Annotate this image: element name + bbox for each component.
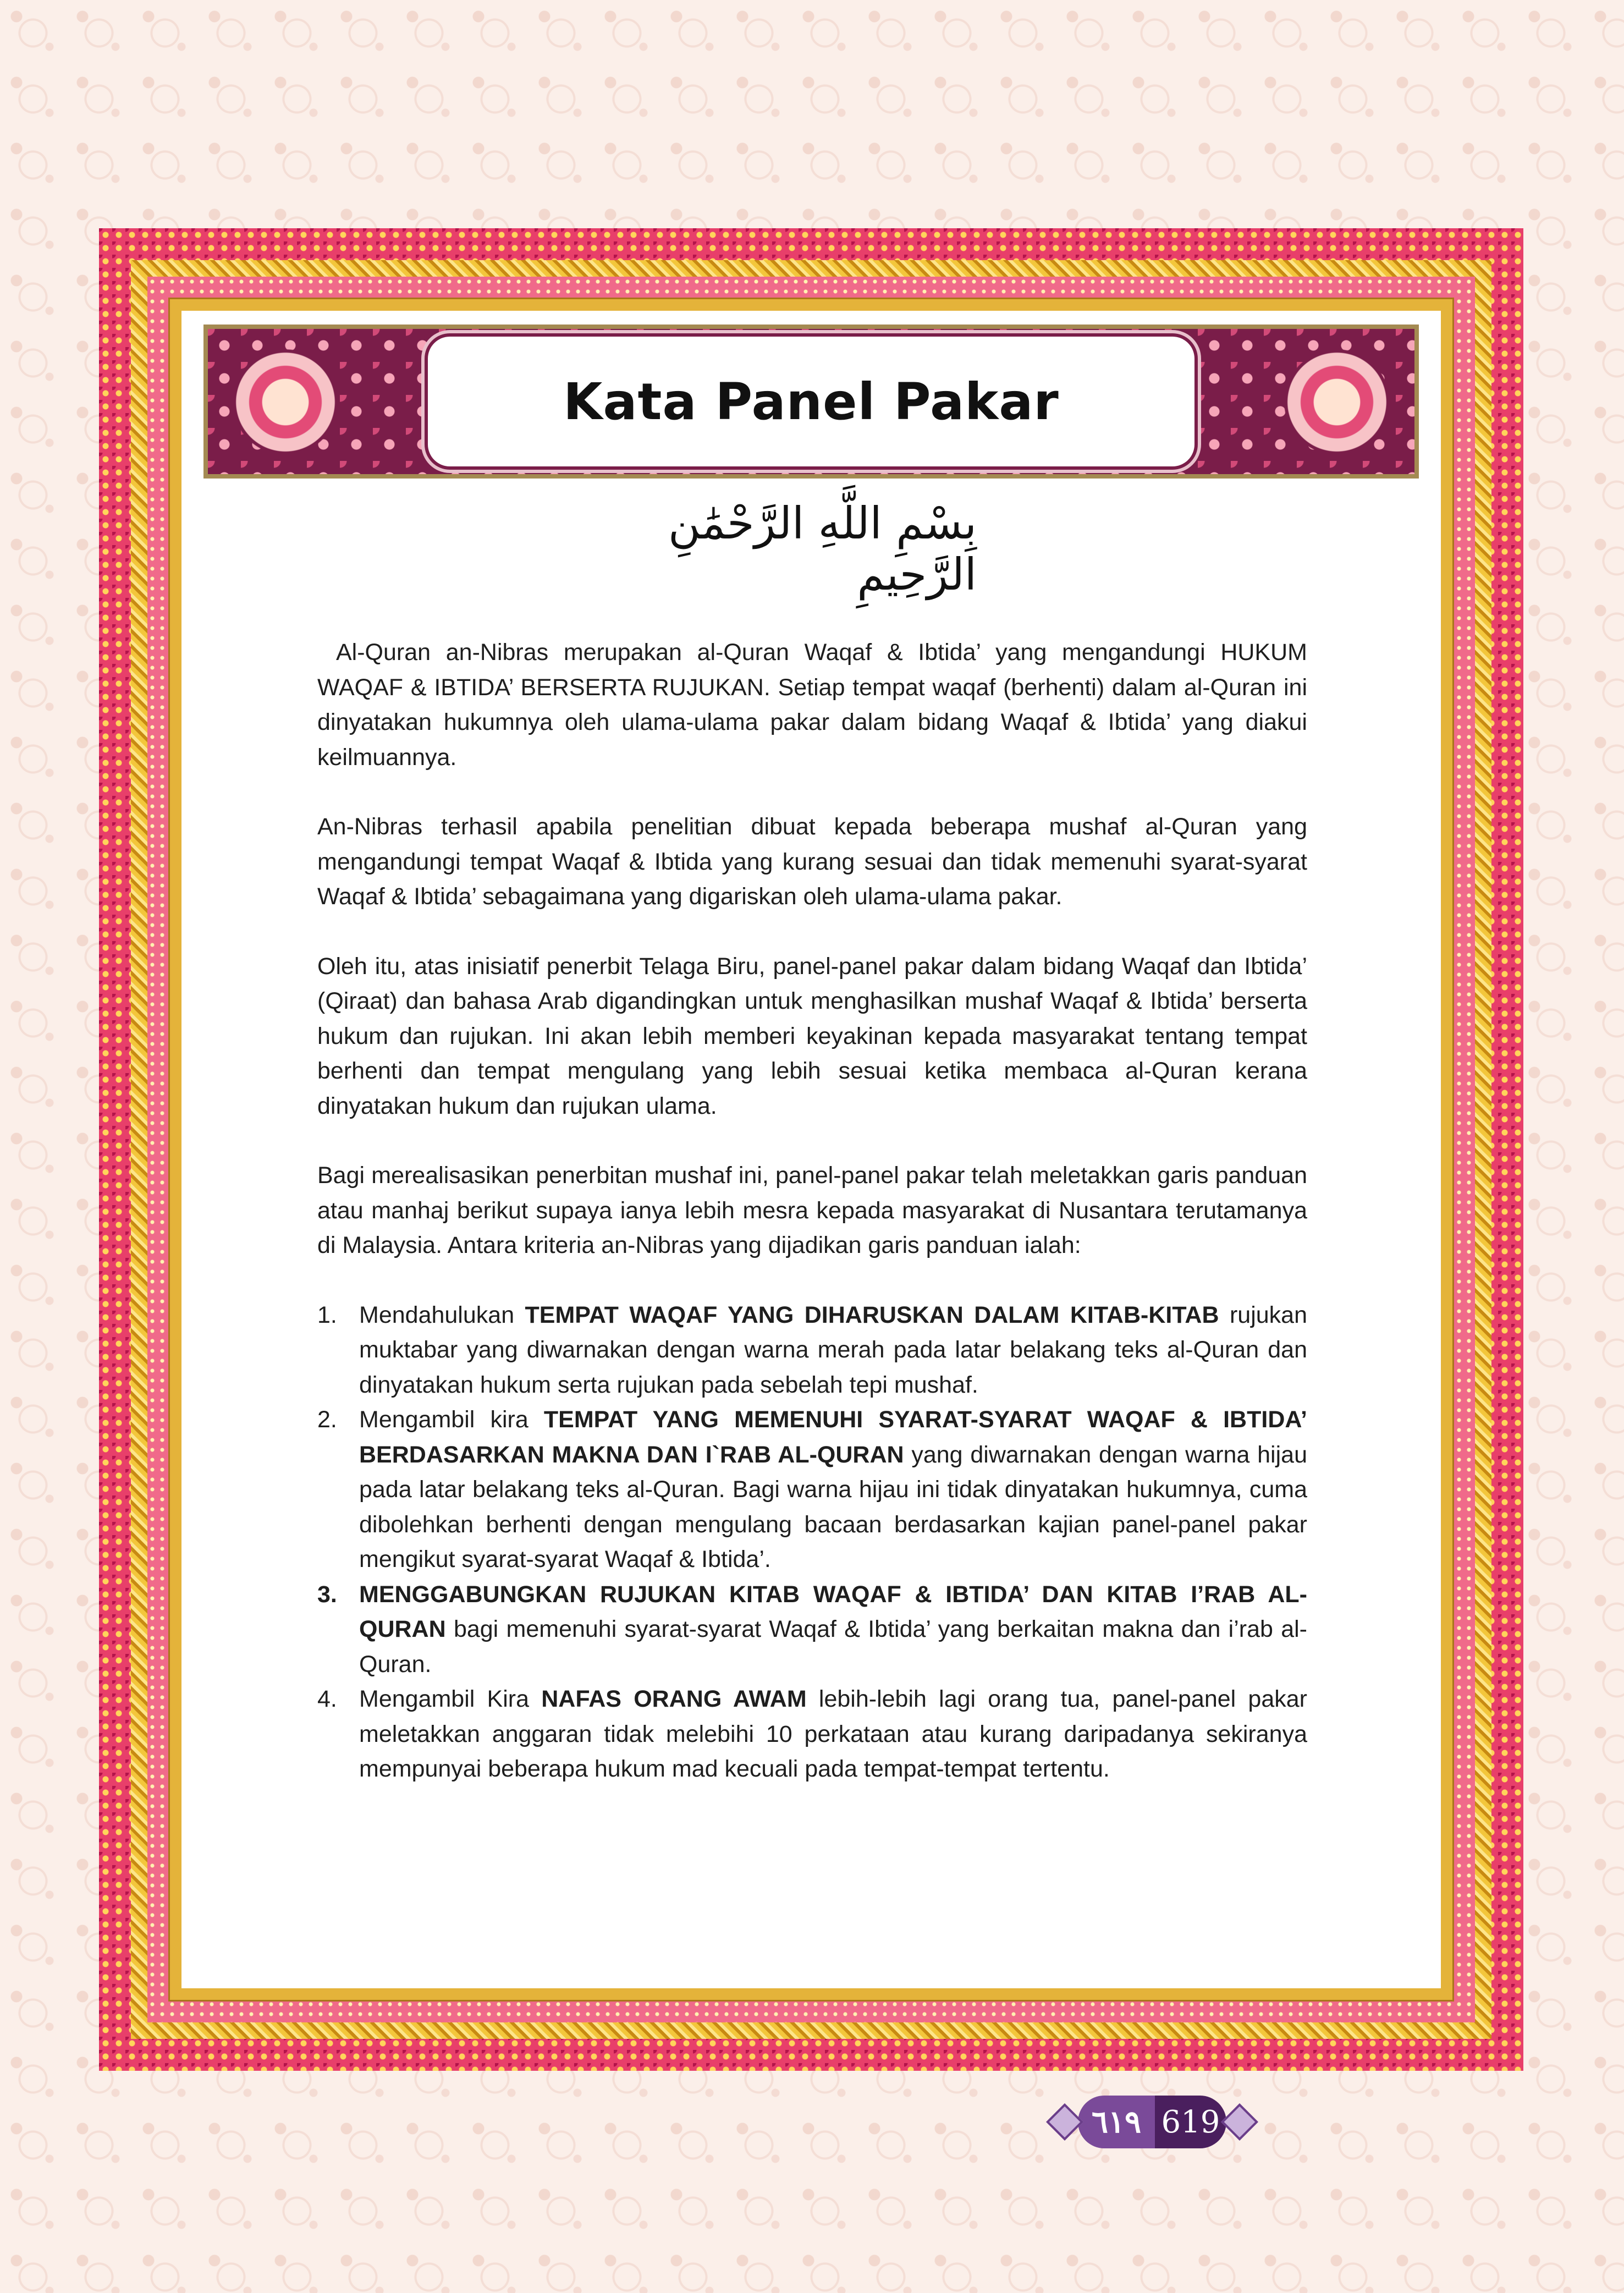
list-text: rujukan muktabar yang diwarnakan dengan warna merah pada latar belakang teks al-Quran dan dinyatakan hukum serta rujukan pada sebelah tepi mushaf. [359, 1301, 1307, 1398]
paragraph-origin: An-Nibras terhasil apabila penelitian dibuat kepada beberapa mushaf al-Quran yang mengandungi tempat Waqaf & Ibtida yang kurang sesuai dan tidak memenuhi syarat-syarat Waqaf & Ibtida’ sebagaimana yang digariskan oleh ulama-ulama pakar. [317, 813, 1307, 910]
list-text: Mengambil kira [359, 1406, 544, 1433]
title-cartouche [428, 337, 1194, 466]
page-title: Kata Panel Pakar [563, 372, 1059, 431]
list-number: 1. [317, 1301, 337, 1328]
title-banner [203, 325, 1419, 479]
criteria-list [317, 1298, 1307, 1787]
list-emphasis: MENGGABUNGKAN RUJUKAN KITAB WAQAF & IBTIDA’ DAN KITAB I’RAB AL-QURAN [359, 1581, 1307, 1642]
paragraph-initiative: Oleh itu, atas inisiatif penerbit Telaga Biru, panel-panel pakar dalam bidang Waqaf dan Ibtida’ (Qiraat) dan bahasa Arab digandingkan untuk menghasilkan mushaf Waqaf & Ibtida’ berserta hukum dan rujukan. Ini akan lebih memberi keyakinan kepada masyarakat tentang tempat berhenti dan tempat mengulang yang lebih sesuai ketika membaca al-Quran kerana dinyatakan hukum dan rujukan ulama. [317, 953, 1307, 1119]
list-item [317, 1682, 1307, 1787]
list-text: Mengambil Kira [359, 1686, 542, 1712]
page-number-badge [1039, 2092, 1265, 2152]
list-text: Mendahulukan [359, 1301, 525, 1328]
list-item [317, 1298, 1307, 1403]
badge-right-ornament [1221, 2103, 1258, 2141]
article-body [317, 635, 1307, 1787]
list-emphasis: TEMPAT YANG MEMENUHI SYARAT-SYARAT WAQAF & IBTIDA’ BERDASARKAN MAKNA DAN I`RAB AL-QURAN [359, 1406, 1308, 1468]
list-emphasis: TEMPAT WAQAF YANG DIHARUSKAN DALAM KITAB-KITAB [525, 1301, 1219, 1328]
right-medallion-ornament [1279, 344, 1395, 460]
paragraph-intro: Al-Quran an-Nibras merupakan al-Quran Waqaf & Ibtida’ yang mengandungi HUKUM WAQAF & IBTIDA’ BERSERTA RUJUKAN. Setiap tempat waqaf (berhenti) dalam al-Quran ini dinyatakan hukumnya oleh ulama-ulama pakar dalam bidang Waqaf & Ibtida’ yang diakui keilmuannya. [317, 639, 1307, 771]
paragraph-guidelines: Bagi merealisasikan penerbitan mushaf ini, panel-panel pakar telah meletakkan garis panduan atau manhaj berikut supaya ianya lebih mesra kepada masyarakat di Nusantara terutamanya di Malaysia. Antara kriteria an-Nibras yang dijadikan garis panduan ialah: [317, 1162, 1307, 1258]
list-item [317, 1403, 1307, 1577]
list-number: 4. [317, 1686, 337, 1712]
list-number: 3. [317, 1581, 337, 1608]
list-text: lebih-lebih lagi orang tua, panel-panel pakar meletakkan anggaran tidak melebihi 10 perkataan atau kurang daripadanya sekiranya mempunyai beberapa hukum mad kecuali pada tempat-tempat tertentu. [359, 1686, 1307, 1782]
list-number: 2. [317, 1406, 337, 1433]
list-text: bagi memenuhi syarat-syarat Waqaf & Ibtida’ yang berkaitan makna dan i’rab al-Quran. [359, 1616, 1307, 1678]
list-emphasis: NAFAS ORANG AWAM [541, 1686, 807, 1712]
page-number-arabic: ٦١٩ [1078, 2096, 1155, 2148]
list-text: yang diwarnakan dengan warna hijau pada latar belakang teks al-Quran. Bagi warna hijau ini tidak dinyatakan hukumnya, cuma dibolehkan berhenti dengan mengulang bacaan berdasarkan kajian panel-panel pakar mengikut syarat-syarat Waqaf & Ibtida’. [359, 1441, 1307, 1572]
bismillah-calligraphy: بِسْمِ اللَّهِ الرَّحْمَٰنِ الرَّحِيمِ [668, 498, 977, 600]
list-item [317, 1577, 1307, 1682]
badge-left-ornament [1046, 2103, 1083, 2141]
left-medallion-ornament [228, 344, 343, 460]
page-number-latin: 619 [1155, 2096, 1226, 2148]
